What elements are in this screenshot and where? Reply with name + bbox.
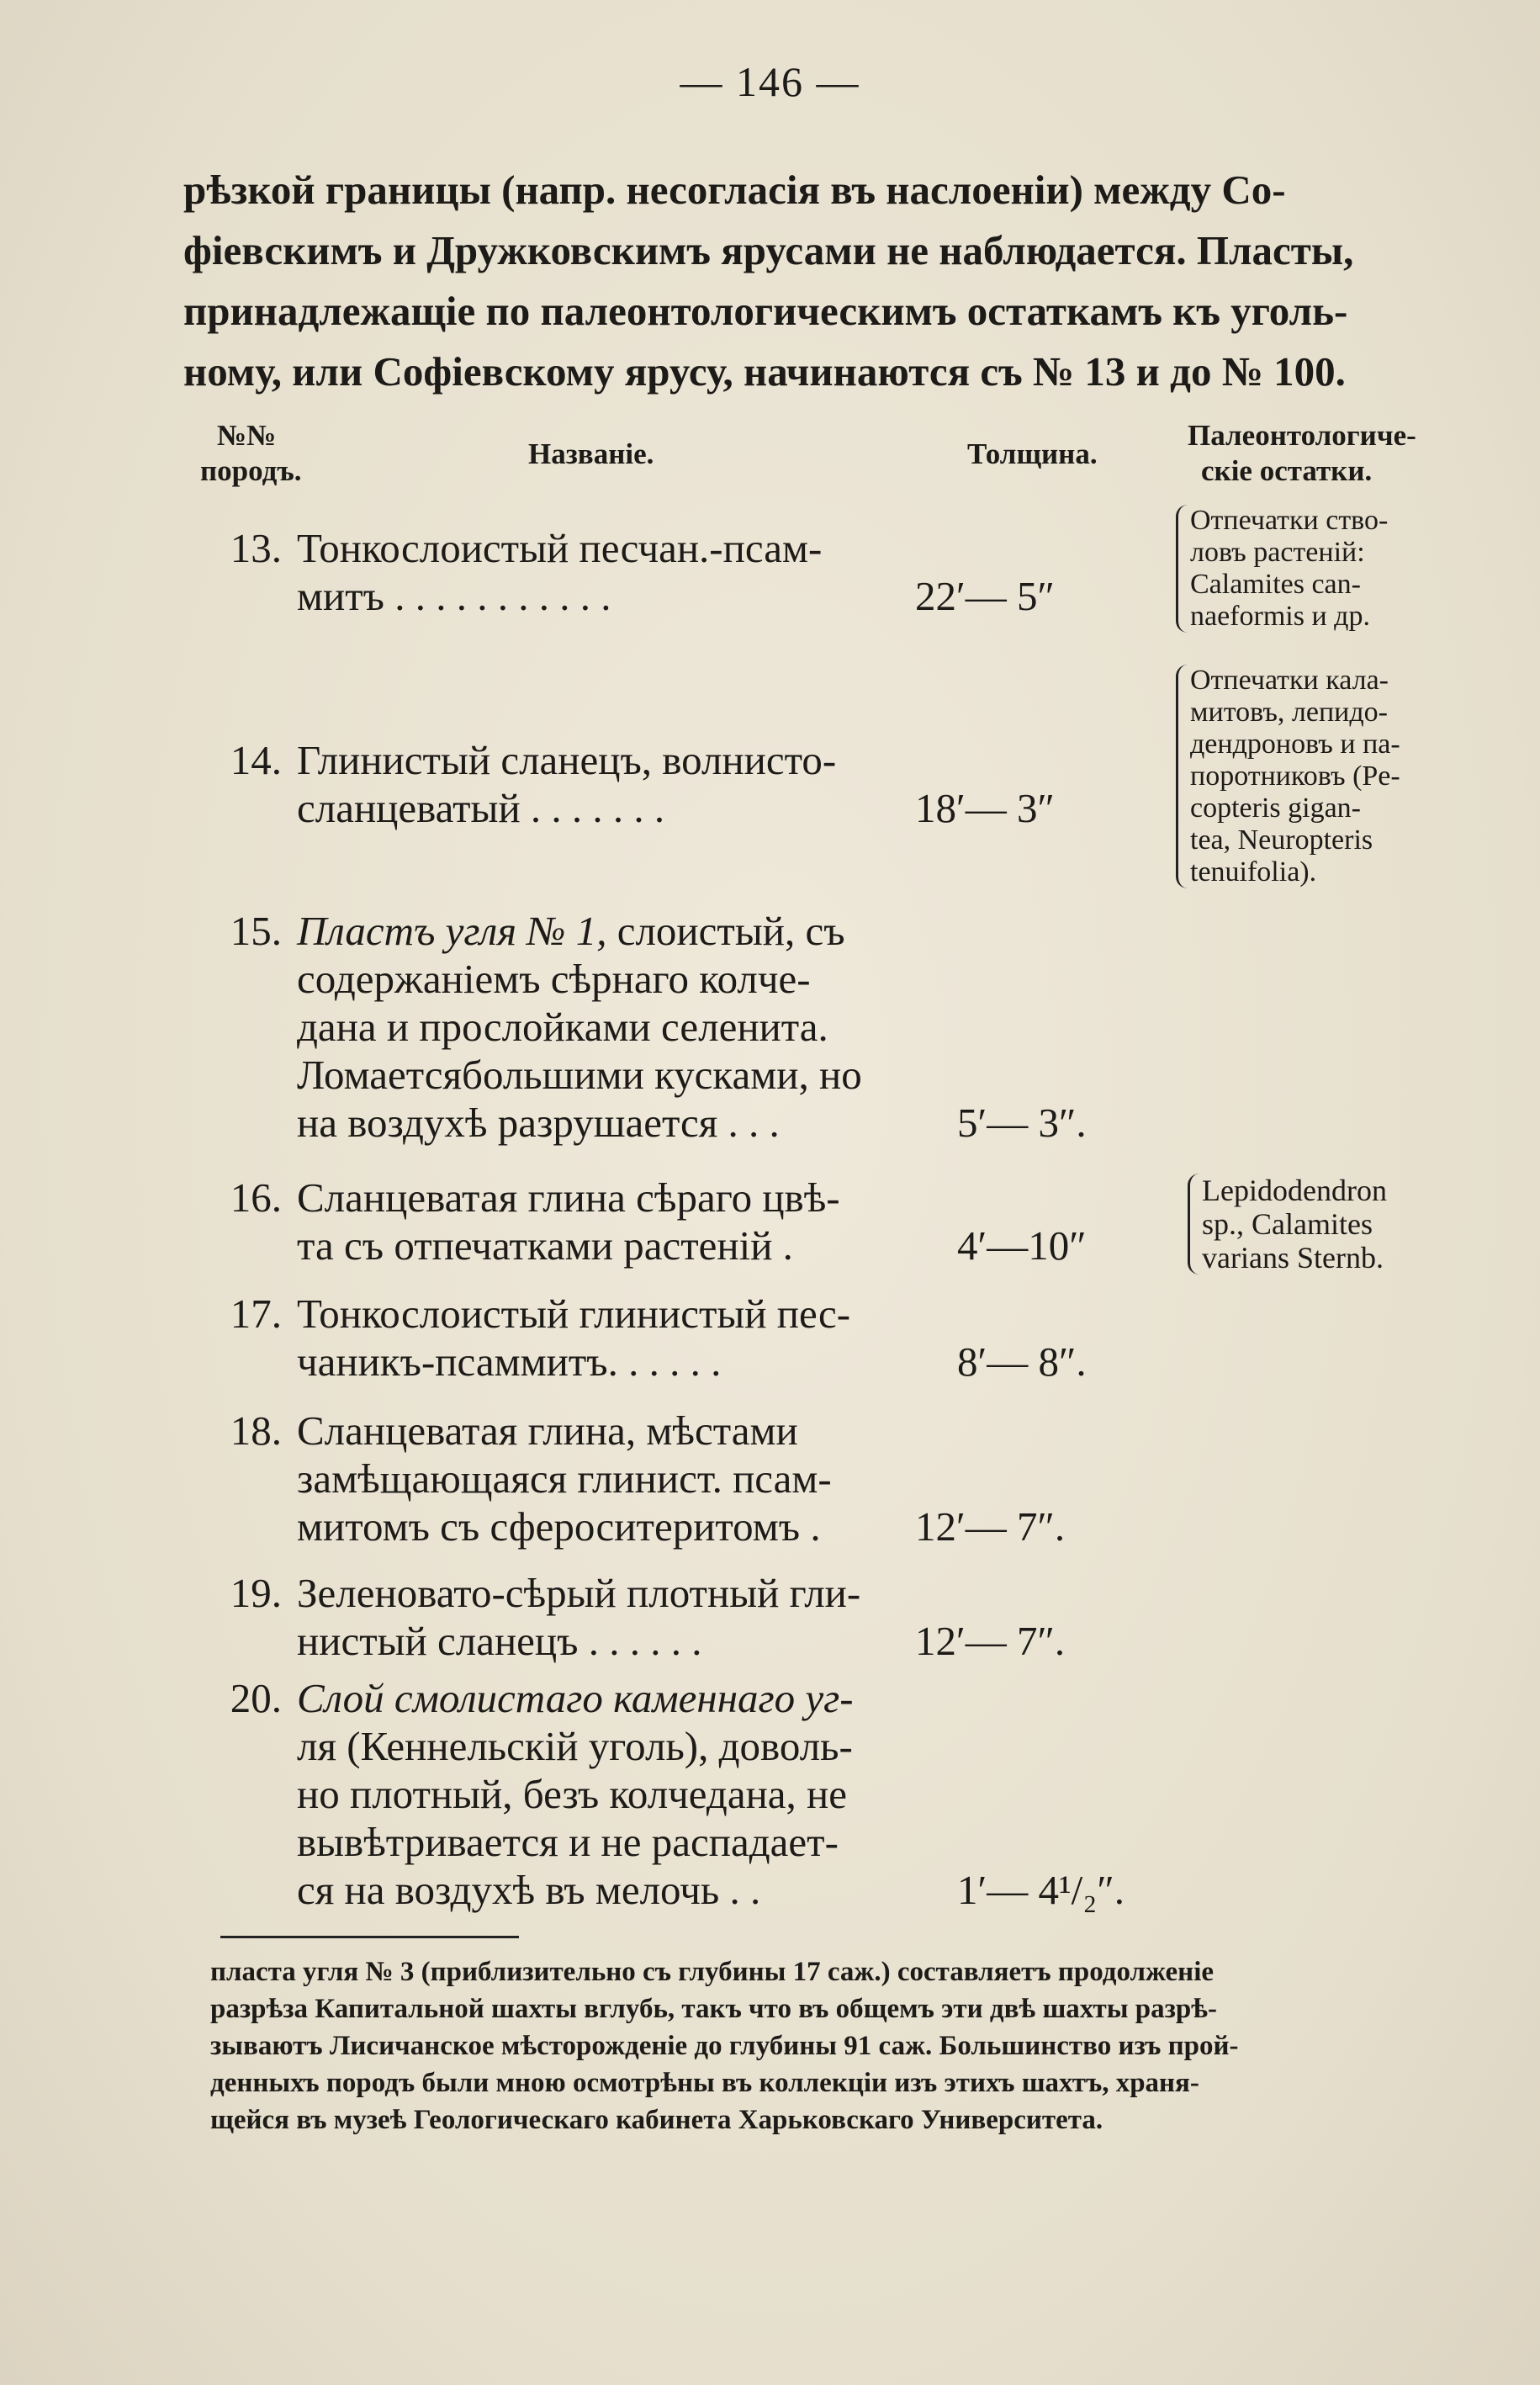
layer-name-line: Тонкослоистый песчан.-псам- — [297, 525, 823, 571]
footnote — [210, 1953, 1463, 2139]
layer-name-line: ся на воздухѣ въ мелочь . . — [297, 1867, 761, 1913]
layer-name-line: митомъ съ сфероситеритомъ . — [297, 1503, 821, 1550]
remark-line: tenuifolia). — [1190, 856, 1317, 888]
remark-line: митовъ, лепидо- — [1190, 697, 1388, 728]
layer-name-line: та съ отпечатками растеній . — [297, 1222, 793, 1269]
coal-seam-title: Слой смолистаго каменнаго уг- — [297, 1675, 854, 1721]
column-header-name: Названіе. — [528, 437, 654, 470]
remark-line: copteris gigan- — [1190, 792, 1361, 824]
footnote-line: пласта угля № 3 (приблизительно съ глубины 17 саж.) составляетъ продолженіе — [210, 1957, 1215, 1987]
layer-number: 18. — [230, 1407, 282, 1454]
layer-thickness: 5′— 3″. — [957, 1100, 1087, 1146]
remark-line: varians Sternb. — [1202, 1241, 1384, 1275]
layer-number: 14. — [230, 737, 282, 783]
remark-line: tea, Neuropteris — [1190, 824, 1373, 856]
layer-number: 15. — [230, 908, 282, 954]
layer-thickness: 12′— 7″. — [915, 1618, 1066, 1664]
intro-paragraph — [183, 160, 1462, 402]
column-header-number: №№ — [217, 419, 277, 452]
page-number: — 146 — — [680, 58, 860, 105]
column-header-number-sub: породъ. — [200, 454, 302, 487]
column-header-thickness: Толщина. — [967, 437, 1098, 470]
layer-thickness: 4′—10″ — [957, 1222, 1087, 1269]
remark-line: naeformis и др. — [1190, 601, 1370, 632]
layer-name-line: дана и прослойками селенита. — [297, 1004, 828, 1050]
column-header-remains: Палеонтологиче- — [1188, 419, 1416, 452]
column-header-remains-sub: скіе остатки. — [1201, 454, 1373, 487]
layer-name-line: Зеленовато-сѣрый плотный гли- — [297, 1570, 861, 1616]
layer-thickness: 12′— 7″. — [915, 1503, 1066, 1550]
layer-name-line: нистый сланецъ . . . . . . — [297, 1618, 702, 1664]
layer-name-line: но плотный, безъ колчедана, не — [297, 1771, 848, 1817]
layer-number: 20. — [230, 1675, 282, 1721]
remark-line: sp., Calamites — [1202, 1207, 1373, 1241]
remark-line: Calamites can- — [1190, 569, 1361, 600]
remark-line: Отпечатки кала- — [1190, 665, 1389, 696]
layer-name-line: ля (Кеннельскій уголь), доволь- — [297, 1723, 853, 1769]
layer-name-line: Тонкослоистый глинистый пес- — [297, 1291, 851, 1337]
layer-number: 19. — [230, 1570, 282, 1616]
footnote-line: разрѣза Капитальной шахты вглубь, такъ что въ общемъ эти двѣ шахты разрѣ- — [210, 1994, 1217, 2024]
footnote-rule — [220, 1936, 519, 1938]
layer-number: 16. — [230, 1174, 282, 1221]
layer-name-line: сланцеватый . . . . . . . — [297, 785, 665, 831]
layer-name-line: Сланцеватая глина, мѣстами — [297, 1407, 798, 1454]
layer-name-line: митъ . . . . . . . . . . . — [297, 573, 611, 619]
layer-thickness: 8′— 8″. — [957, 1338, 1087, 1385]
remark-line: Отпечатки ство- — [1190, 505, 1389, 536]
layer-name-line: слоистый, съ — [606, 908, 845, 954]
layer-thickness: 18′— 3″ — [915, 785, 1055, 831]
remark-line: Lepidodendron — [1202, 1174, 1387, 1207]
layer-name-line: Глинистый сланецъ, волнисто- — [297, 737, 837, 783]
remark-line: ловъ растеній: — [1190, 537, 1365, 568]
intro-line: принадлежащіе по палеонтологическимъ остаткамъ къ уголь- — [183, 288, 1348, 334]
intro-line: рѣзкой границы (напр. несогласія въ наслоеніи) между Со- — [183, 167, 1286, 213]
layer-name-line: чаникъ-псаммитъ. . . . . . — [297, 1338, 722, 1385]
fossil-remark-13 — [1176, 505, 1388, 633]
layer-name-line: на воздухѣ разрушается . . . — [297, 1100, 780, 1146]
footnote-line: щейся въ музеѣ Геологическаго кабинета Харьковскаго Университета. — [210, 2105, 1103, 2135]
layer-name-line: Сланцеватая глина сѣраго цвѣ- — [297, 1174, 840, 1221]
layer-name-line: Ломаетсябольшими кусками, но — [297, 1052, 862, 1098]
layer-number: 17. — [230, 1291, 282, 1337]
layer-thickness: 1′— 4¹/₂″. — [957, 1867, 1125, 1913]
layer-number: 13. — [230, 525, 282, 571]
coal-seam-title: Пластъ угля № 1, — [297, 908, 607, 954]
footnote-line: денныхъ породъ были мною осмотрѣны въ коллекціи изъ этихъ шахтъ, храня- — [210, 2068, 1199, 2098]
layer-thickness: 22′— 5″ — [915, 573, 1055, 619]
layer-name-line: содержаніемъ сѣрнаго колче- — [297, 956, 811, 1002]
fossil-remark-14 — [1176, 665, 1400, 888]
footnote-line: зываютъ Лисичанское мѣсторожденіе до глубины 91 саж. Большинство изъ прой- — [210, 2031, 1239, 2061]
remark-line: поротниковъ (Pe- — [1190, 761, 1400, 792]
intro-line: ному, или Софіевскому ярусу, начинаются съ № 13 и до № 100. — [183, 348, 1346, 395]
remark-line: дендроновъ и па- — [1190, 729, 1400, 760]
layer-name-line: замѣщающаяся глинист. псам- — [297, 1455, 832, 1502]
intro-line: фіевскимъ и Дружковскимъ ярусами не наблюдается. Пласты, — [183, 227, 1354, 273]
fossil-remark-16 — [1188, 1174, 1387, 1275]
layer-name-line: вывѣтривается и не распадает- — [297, 1819, 839, 1865]
